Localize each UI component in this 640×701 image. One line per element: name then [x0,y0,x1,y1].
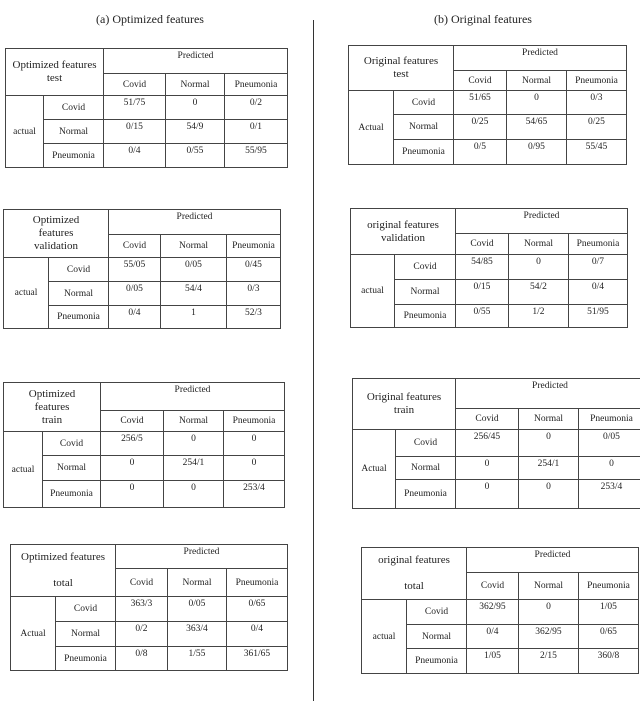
matrix-cell: 55/95 [225,144,288,168]
matrix-cell: 0/55 [166,144,225,168]
row-label: Pneumonia [394,140,454,165]
matrix-cell: 254/1 [164,456,224,481]
matrix-cell: 0/1 [225,120,288,144]
matrix-cell: 0/5 [454,140,507,165]
matrix-cell: 363/4 [168,622,227,647]
table-title: Optimized features total [11,545,116,597]
actual-label: actual [4,258,49,329]
row-label: Pneumonia [395,305,456,328]
table-title: original features validation [351,209,456,255]
matrix-cell: 1/2 [509,305,569,328]
column-header: Normal [519,573,579,600]
matrix-cell: 362/95 [467,600,519,625]
confusion-matrix-table [348,45,627,165]
column-header: Covid [467,573,519,600]
predicted-header: Predicted [467,548,639,573]
column-header: Covid [456,409,519,430]
row-label: Covid [56,597,116,622]
matrix-cell: 0 [456,457,519,480]
predicted-header: Predicted [109,210,281,235]
column-header: Pneumonia [579,409,640,430]
table-title: Original features test [349,46,454,91]
column-header: Covid [109,235,161,258]
actual-label: Actual [349,91,394,165]
row-label: Pneumonia [407,649,467,674]
row-label: Covid [43,432,101,456]
table-row [353,430,640,457]
table-row [4,432,285,456]
matrix-cell: 0/25 [454,115,507,140]
confusion-matrix-table [10,544,288,671]
actual-label: actual [6,96,44,168]
table-row [353,480,640,509]
matrix-cell: 55/05 [109,258,161,282]
heading-original-features: (b) Original features [434,12,532,26]
matrix-cell: 0/25 [567,115,627,140]
column-header: Pneumonia [567,71,627,91]
matrix-cell: 0/3 [567,91,627,115]
table-title: Original features train [353,379,456,430]
matrix-cell: 0/4 [467,625,519,649]
confusion-matrix-table [361,547,639,674]
matrix-cell: 0/2 [116,622,168,647]
row-label: Normal [394,115,454,140]
column-header: Normal [507,71,567,91]
matrix-cell: 0 [166,96,225,120]
matrix-cell: 0/05 [161,258,227,282]
matrix-cell: 54/4 [161,282,227,306]
table-row [362,600,639,625]
confusion-matrix-table [350,208,628,328]
column-header: Normal [164,411,224,432]
predicted-header: Predicted [456,379,640,409]
predicted-header: Predicted [104,49,288,74]
table-row [4,258,281,282]
matrix-cell: 0/4 [104,144,166,168]
matrix-cell: 0/8 [116,647,168,671]
matrix-cell: 51/95 [569,305,628,328]
column-header: Covid [454,71,507,91]
row-label: Pneumonia [56,647,116,671]
column-header: Covid [456,234,509,255]
matrix-cell: 0 [519,480,579,509]
row-label: Covid [396,430,456,457]
row-label: Covid [44,96,104,120]
matrix-cell: 0/95 [507,140,567,165]
matrix-cell: 0 [224,456,285,481]
confusion-matrix-table [3,382,285,508]
matrix-cell: 52/3 [227,306,281,329]
table-row [6,120,288,144]
table-row [6,144,288,168]
matrix-cell: 253/4 [579,480,640,509]
matrix-cell: 363/3 [116,597,168,622]
row-label: Covid [49,258,109,282]
matrix-cell: 0 [164,432,224,456]
table-title: Optimized features test [6,49,104,96]
table-row [351,255,628,280]
actual-label: actual [4,432,43,508]
matrix-cell: 1/05 [467,649,519,674]
matrix-cell: 54/9 [166,120,225,144]
matrix-cell: 256/5 [101,432,164,456]
actual-label: actual [362,600,407,674]
row-label: Normal [43,456,101,481]
confusion-matrix-table [5,48,288,168]
matrix-cell: 0/3 [227,282,281,306]
actual-label: actual [351,255,395,328]
row-label: Normal [407,625,467,649]
predicted-header: Predicted [454,46,627,71]
matrix-cell: 0 [224,432,285,456]
column-header: Normal [519,409,579,430]
row-label: Covid [407,600,467,625]
matrix-cell: 0 [456,480,519,509]
matrix-cell: 256/45 [456,430,519,457]
confusion-matrix-table [352,378,640,509]
matrix-cell: 0 [519,430,579,457]
matrix-cell: 0/2 [225,96,288,120]
column-divider [313,20,314,701]
matrix-cell: 0/05 [579,430,640,457]
matrix-cell: 54/65 [507,115,567,140]
confusion-matrix-table [3,209,281,329]
matrix-cell: 0/55 [456,305,509,328]
matrix-cell: 0/05 [168,597,227,622]
table-title: Optimized features validation [4,210,109,258]
table-row [11,597,288,622]
column-header: Pneumonia [569,234,628,255]
matrix-cell: 0/15 [104,120,166,144]
matrix-cell: 55/45 [567,140,627,165]
matrix-cell: 0/4 [109,306,161,329]
table-title: original features total [362,548,467,600]
column-header: Normal [168,569,227,597]
matrix-cell: 0/05 [109,282,161,306]
column-header: Pneumonia [224,411,285,432]
matrix-cell: 360/8 [579,649,639,674]
row-label: Pneumonia [396,480,456,509]
matrix-cell: 253/4 [224,481,285,508]
matrix-cell: 0 [101,456,164,481]
row-label: Normal [396,457,456,480]
table-title: Optimized features train [4,383,101,432]
matrix-cell: 0/65 [579,625,639,649]
row-label: Pneumonia [43,481,101,508]
matrix-cell: 0 [519,600,579,625]
matrix-cell: 1/05 [579,600,639,625]
matrix-cell: 54/85 [456,255,509,280]
row-label: Covid [395,255,456,280]
table-row [4,456,285,481]
row-label: Pneumonia [49,306,109,329]
matrix-cell: 0/4 [569,280,628,305]
table-row [6,96,288,120]
actual-label: Actual [353,430,396,509]
row-label: Pneumonia [44,144,104,168]
column-header: Covid [116,569,168,597]
row-label: Normal [44,120,104,144]
column-header: Covid [101,411,164,432]
matrix-cell: 0 [579,457,640,480]
column-header: Normal [166,74,225,96]
matrix-cell: 361/65 [227,647,288,671]
matrix-cell: 51/75 [104,96,166,120]
matrix-cell: 0 [164,481,224,508]
table-row [353,457,640,480]
matrix-cell: 0 [507,91,567,115]
matrix-cell: 1/55 [168,647,227,671]
row-label: Covid [394,91,454,115]
matrix-cell: 362/95 [519,625,579,649]
predicted-header: Predicted [456,209,628,234]
table-row [349,91,627,115]
column-header: Pneumonia [227,569,288,597]
row-label: Normal [395,280,456,305]
matrix-cell: 0/45 [227,258,281,282]
column-header: Covid [104,74,166,96]
predicted-header: Predicted [101,383,285,411]
matrix-cell: 0 [509,255,569,280]
matrix-cell: 0/15 [456,280,509,305]
matrix-cell: 0/7 [569,255,628,280]
column-header: Normal [509,234,569,255]
matrix-cell: 54/2 [509,280,569,305]
heading-optimized-features: (a) Optimized features [96,12,204,26]
matrix-cell: 0/65 [227,597,288,622]
table-row [4,481,285,508]
row-label: Normal [56,622,116,647]
matrix-cell: 2/15 [519,649,579,674]
matrix-cell: 254/1 [519,457,579,480]
row-label: Normal [49,282,109,306]
actual-label: Actual [11,597,56,671]
column-header: Normal [161,235,227,258]
matrix-cell: 1 [161,306,227,329]
column-header: Pneumonia [227,235,281,258]
predicted-header: Predicted [116,545,288,569]
matrix-cell: 0 [101,481,164,508]
matrix-cell: 0/4 [227,622,288,647]
matrix-cell: 51/65 [454,91,507,115]
column-header: Pneumonia [225,74,288,96]
column-header: Pneumonia [579,573,639,600]
